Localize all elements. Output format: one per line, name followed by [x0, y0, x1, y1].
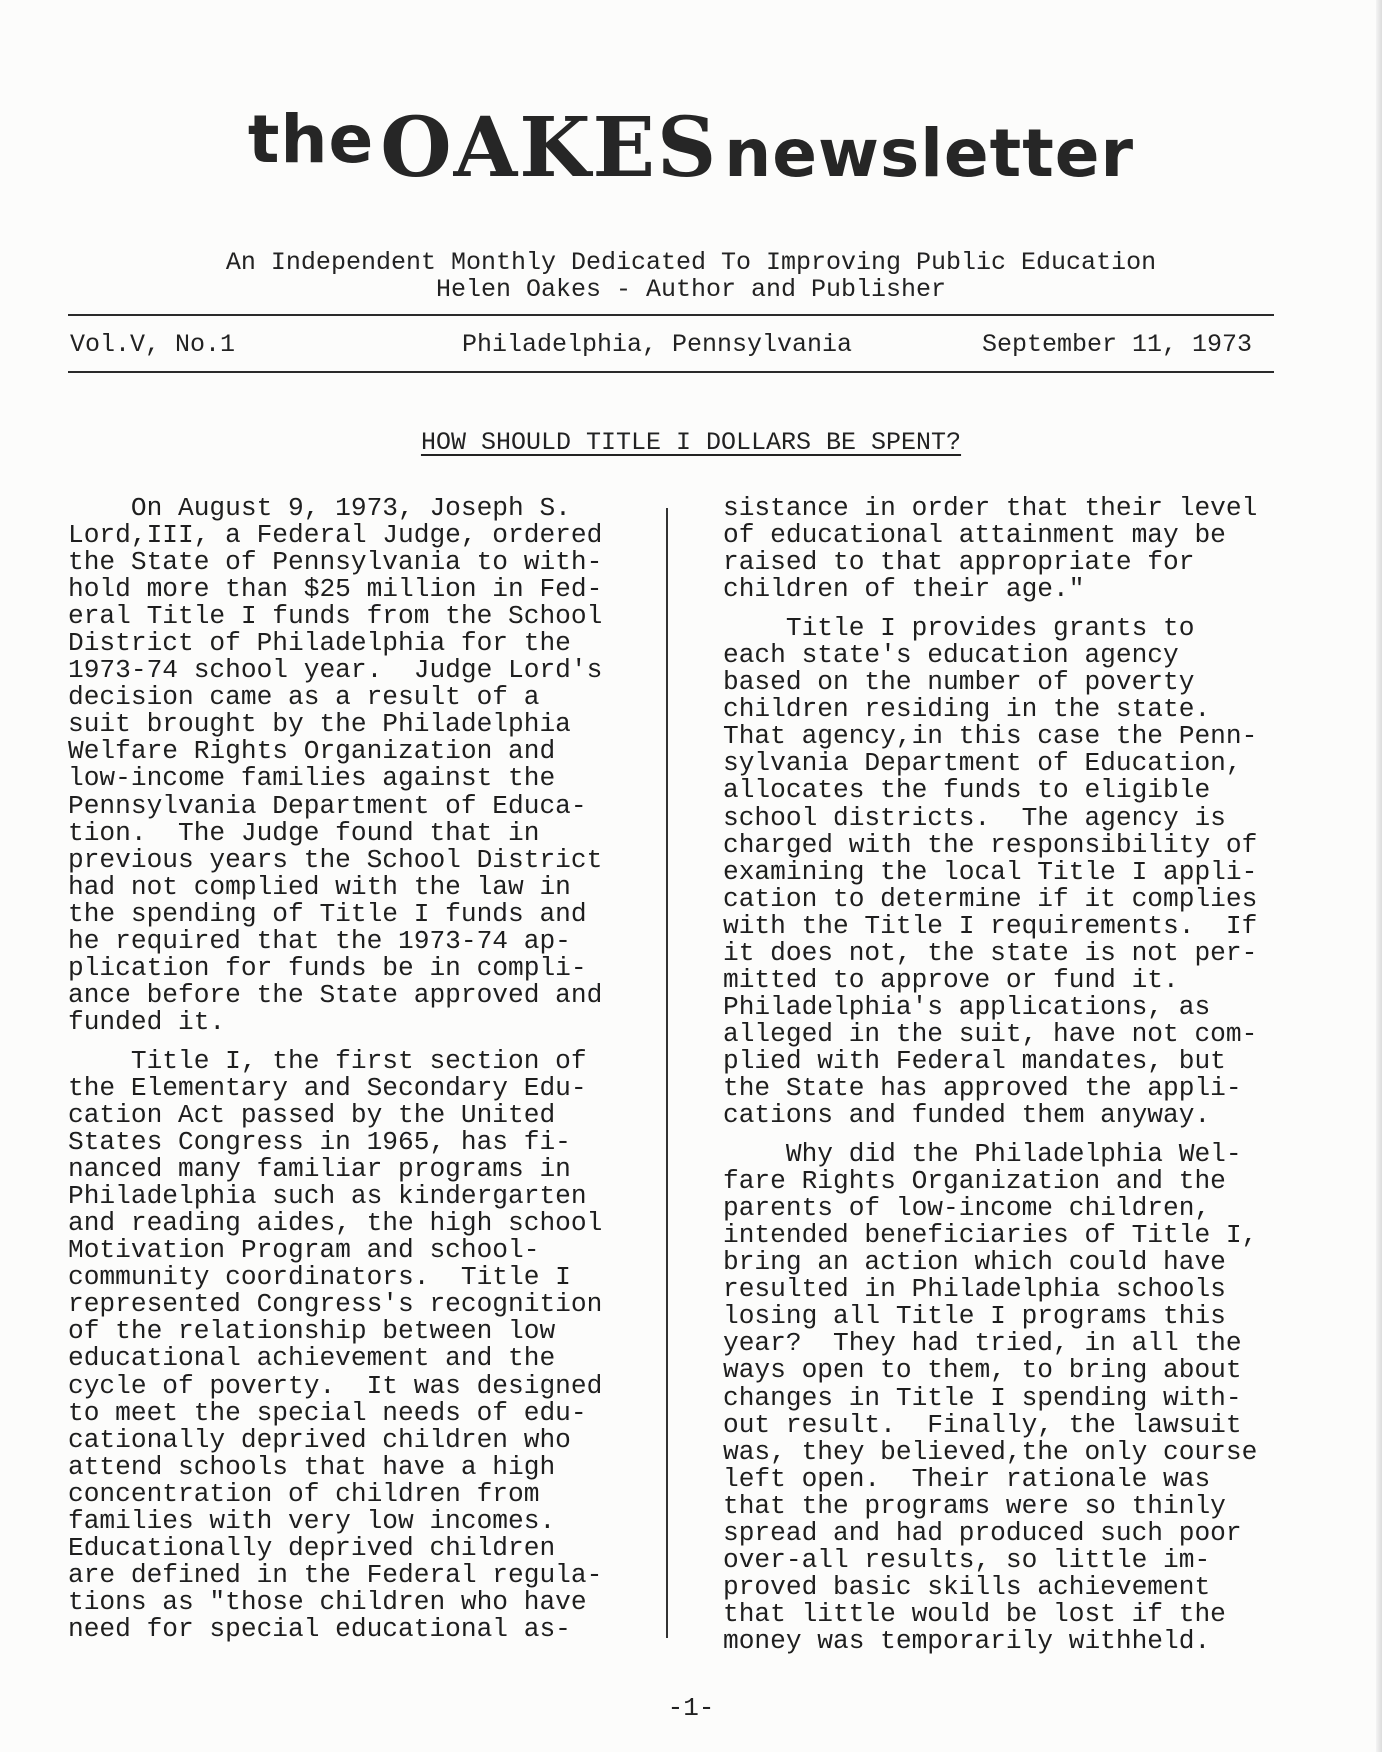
text-line: represented Congress's recognition	[68, 1289, 603, 1320]
text-line: charged with the responsibility of	[723, 829, 1258, 860]
masthead-oakes: OAKES	[380, 100, 719, 196]
text-line: States Congress in 1965, has fi-	[68, 1127, 571, 1158]
text-line: ance before the State approved and	[68, 979, 603, 1010]
text-line: educational achievement and the	[68, 1343, 556, 1374]
text-line: fare Rights Organization and the	[723, 1166, 1226, 1197]
article-paragraph	[68, 1045, 638, 1644]
bottom-rule	[68, 371, 1274, 373]
text-line: Title I provides grants to	[723, 613, 1195, 644]
text-line: the Elementary and Secondary Edu-	[68, 1072, 587, 1103]
text-line: tion. The Judge found that in	[68, 817, 540, 848]
text-line: sistance in order that their level	[723, 493, 1258, 523]
text-line: need for special educational as-	[68, 1613, 571, 1644]
text-line: was, they believed,the only course	[723, 1436, 1258, 1467]
publisher-line: Helen Oakes - Author and Publisher	[435, 275, 947, 304]
text-line: of the relationship between low	[68, 1316, 556, 1347]
text-line: raised to that appropriate for	[723, 547, 1195, 578]
text-line: Philadelphia such as kindergarten	[68, 1181, 587, 1212]
text-line: proved basic skills achievement	[723, 1571, 1211, 1602]
text-line: decision came as a result of a	[68, 682, 540, 713]
article-paragraph	[723, 495, 1283, 603]
text-line: losing all Title I programs this	[723, 1301, 1226, 1332]
text-line: he required that the 1973-74 ap-	[68, 925, 571, 956]
text-line: cycle of poverty. It was designed	[68, 1370, 603, 1401]
text-line: year? They had tried, in all the	[723, 1328, 1242, 1359]
text-line: That agency,in this case the Penn-	[723, 721, 1258, 752]
text-line: had not complied with the law in	[68, 871, 571, 902]
left-column	[68, 495, 638, 1643]
article-paragraph	[68, 495, 638, 1036]
text-line: community coordinators. Title I	[68, 1262, 571, 1293]
text-line: with the Title I requirements. If	[723, 910, 1258, 941]
text-line: cation Act passed by the United	[68, 1100, 556, 1131]
article-paragraph	[723, 1141, 1283, 1655]
text-line: Welfare Rights Organization and	[68, 736, 556, 767]
text-line: Pennsylvania Department of Educa-	[68, 790, 587, 821]
text-line: spread and had produced such poor	[723, 1517, 1242, 1548]
text-line: parents of low-income children,	[723, 1193, 1211, 1224]
text-line: out result. Finally, the lawsuit	[723, 1409, 1242, 1440]
text-line: alleged in the suit, have not com-	[723, 1018, 1258, 1049]
tagline: An Independent Monthly Dedicated To Improving Public Education	[225, 248, 1157, 277]
text-line: the State has approved the appli-	[723, 1072, 1242, 1103]
text-line: nanced many familiar programs in	[68, 1154, 571, 1185]
text-line: suit brought by the Philadelphia	[68, 709, 571, 740]
text-line: the State of Pennsylvania to with-	[68, 547, 603, 578]
text-line: Title I, the first section of	[68, 1045, 587, 1076]
text-line: attend schools that have a high	[68, 1451, 556, 1482]
text-line: to meet the special needs of edu-	[68, 1397, 587, 1428]
text-line: plied with Federal mandates, but	[723, 1045, 1226, 1076]
text-line: school districts. The agency is	[723, 802, 1226, 833]
text-line: allocates the funds to eligible	[723, 775, 1211, 806]
right-column	[723, 495, 1283, 1655]
text-line: eral Title I funds from the School	[68, 601, 603, 632]
text-line: Lord,III, a Federal Judge, ordered	[68, 520, 603, 551]
page-number: -1-	[667, 1693, 715, 1723]
text-line: low-income families against the	[68, 763, 556, 794]
text-line: Why did the Philadelphia Wel-	[723, 1139, 1242, 1170]
text-line: tions as "those children who have	[68, 1586, 587, 1617]
top-rule	[68, 314, 1274, 316]
text-line: Educationally deprived children	[68, 1532, 556, 1563]
text-line: resulted in Philadelphia schools	[723, 1274, 1226, 1305]
article-paragraph	[723, 615, 1283, 1129]
text-line: ways open to them, to bring about	[723, 1355, 1242, 1386]
text-line: Philadelphia's applications, as	[723, 991, 1211, 1022]
text-line: changes in Title I spending with-	[723, 1382, 1242, 1413]
text-line: children of their age."	[723, 574, 1085, 605]
text-line: and reading aides, the high school	[68, 1208, 603, 1239]
headline-text: HOW SHOULD TITLE I DOLLARS BE SPENT?	[420, 428, 962, 457]
text-line: concentration of children from	[68, 1478, 540, 1509]
text-line: money was temporarily withheld.	[723, 1625, 1211, 1656]
issue-volume: Vol.V, No.1	[70, 330, 236, 359]
column-divider	[666, 508, 668, 1638]
text-line: cationally deprived children who	[68, 1424, 571, 1455]
text-line: mitted to approve or fund it.	[723, 964, 1179, 995]
text-line: previous years the School District	[68, 844, 603, 875]
text-line: intended beneficiaries of Title I,	[723, 1220, 1258, 1251]
text-line: children residing in the state.	[723, 694, 1211, 725]
text-line: District of Philadelphia for the	[68, 628, 571, 659]
text-line: cation to determine if it complies	[723, 883, 1258, 914]
text-line: that little would be lost if the	[723, 1598, 1226, 1629]
text-line: examining the local Title I appli-	[723, 856, 1258, 887]
text-line: hold more than $25 million in Fed-	[68, 574, 603, 605]
text-line: based on the number of poverty	[723, 667, 1195, 698]
masthead	[0, 100, 1382, 196]
text-line: On August 9, 1973, Joseph S.	[68, 493, 571, 523]
text-line: that the programs were so thinly	[723, 1490, 1226, 1521]
issue-place: Philadelphia, Pennsylvania	[462, 330, 853, 359]
text-line: left open. Their rationale was	[723, 1463, 1211, 1494]
dateline	[0, 330, 1382, 362]
text-line: are defined in the Federal regula-	[68, 1559, 603, 1590]
article-headline	[0, 428, 1382, 457]
text-line: cations and funded them anyway.	[723, 1100, 1211, 1131]
text-line: each state's education agency	[723, 640, 1179, 671]
text-line: bring an action which could have	[723, 1247, 1226, 1278]
page-edge	[1376, 0, 1382, 1752]
text-line: over-all results, so little im-	[723, 1544, 1211, 1575]
masthead-the: the	[247, 101, 375, 178]
issue-date: September 11, 1973	[982, 330, 1253, 359]
text-line: plication for funds be in compli-	[68, 952, 587, 983]
text-line: 1973-74 school year. Judge Lord's	[68, 655, 603, 686]
text-line: it does not, the state is not per-	[723, 937, 1258, 968]
text-line: sylvania Department of Education,	[723, 748, 1242, 779]
text-line: the spending of Title I funds and	[68, 898, 587, 929]
text-line: of educational attainment may be	[723, 520, 1226, 551]
masthead-newsletter: newsletter	[724, 115, 1135, 192]
text-line: families with very low incomes.	[68, 1505, 556, 1536]
text-line: funded it.	[68, 1006, 226, 1037]
text-line: Motivation Program and school-	[68, 1235, 540, 1266]
